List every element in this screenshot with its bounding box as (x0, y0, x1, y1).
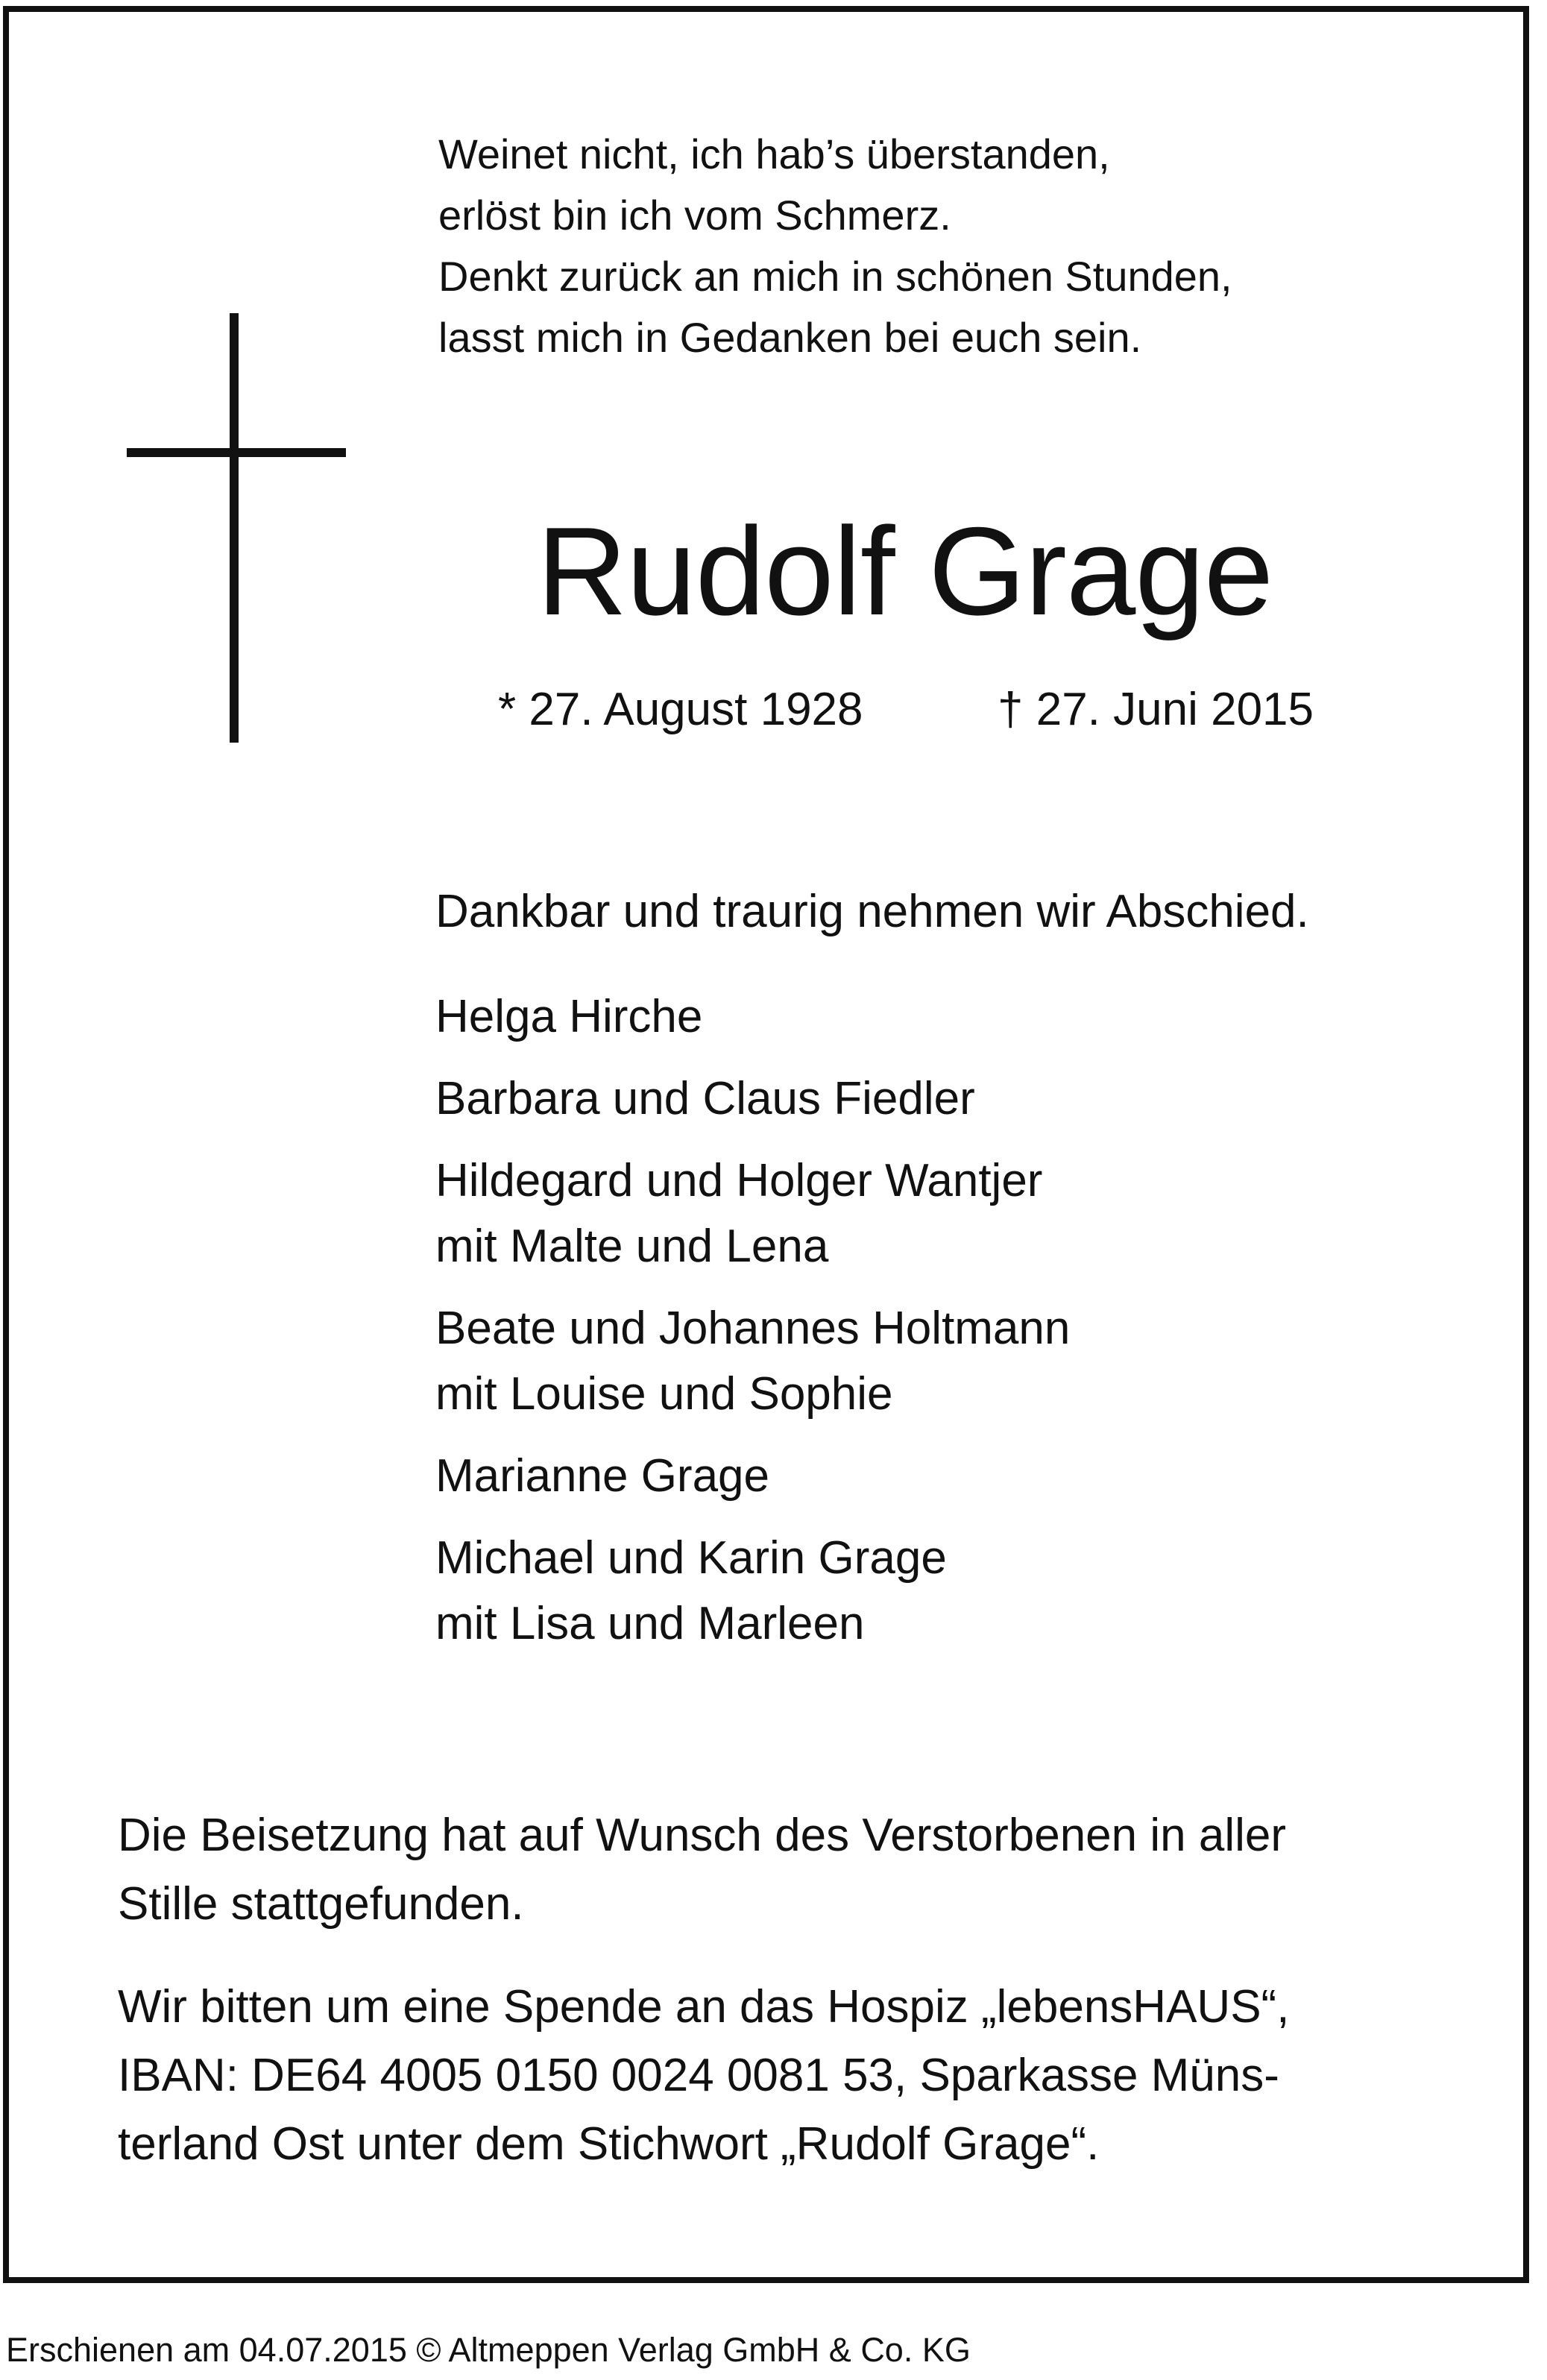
cross-icon-crossbar (127, 448, 346, 457)
mourner-line: Beate und Johannes Holtmann (435, 1303, 1071, 1354)
mourner-entry (435, 1148, 1070, 1279)
farewell-text: Dankbar und traurig nehmen wir Abschied. (435, 886, 1309, 937)
burial-notice (118, 1801, 1286, 1939)
publication-footer: Erschienen am 04.07.2015 © Altmeppen Verlag GmbH & Co. KG (6, 2331, 971, 2369)
donation-notice-line: Wir bitten um eine Spende an das Hospiz „lebensHAUS“, (118, 1981, 1290, 2033)
mourner-line: Helga Hirche (435, 991, 703, 1042)
mourner-line: Hildegard und Holger Wantjer (435, 1155, 1043, 1206)
birth-date: * 27. August 1928 (498, 684, 863, 735)
mourner-line: mit Lisa und Marleen (435, 1598, 865, 1649)
mourner-line: Barbara und Claus Fiedler (435, 1073, 975, 1124)
burial-notice-line: Die Beisetzung hat auf Wunsch des Verstorbenen in aller (118, 1810, 1287, 1861)
mourner-entry (435, 1526, 1070, 1657)
mourner-entry (435, 1296, 1070, 1427)
donation-notice (118, 1973, 1289, 2179)
mourner-line: mit Malte und Lena (435, 1221, 829, 1272)
mourner-entry (435, 1444, 1070, 1509)
poem-line: erlöst bin ich vom Schmerz. (438, 192, 951, 239)
mourner-entry (435, 984, 1070, 1050)
mourner-line: Michael und Karin Grage (435, 1532, 947, 1584)
burial-notice-line: Stille stattgefunden. (118, 1878, 524, 1930)
mourners-list (435, 984, 1070, 1673)
poem-line: Denkt zurück an mich in schönen Stunden, (438, 253, 1232, 300)
donation-notice-line: IBAN: DE64 4005 0150 0024 0081 53, Sparkasse Müns- (118, 2050, 1279, 2101)
death-date: † 27. Juni 2015 (998, 684, 1314, 735)
donation-notice-line: terland Ost unter dem Stichwort „Rudolf Grage“. (118, 2118, 1100, 2170)
poem-line: lasst mich in Gedanken bei euch sein. (438, 314, 1142, 361)
mourner-line: mit Louise und Sophie (435, 1368, 893, 1420)
cross-icon (230, 313, 239, 743)
deceased-name: Rudolf Grage (537, 501, 1273, 641)
mourner-entry (435, 1066, 1070, 1132)
mourner-line: Marianne Grage (435, 1450, 770, 1502)
poem (438, 124, 1232, 368)
poem-line: Weinet nicht, ich hab’s überstanden, (438, 130, 1110, 177)
